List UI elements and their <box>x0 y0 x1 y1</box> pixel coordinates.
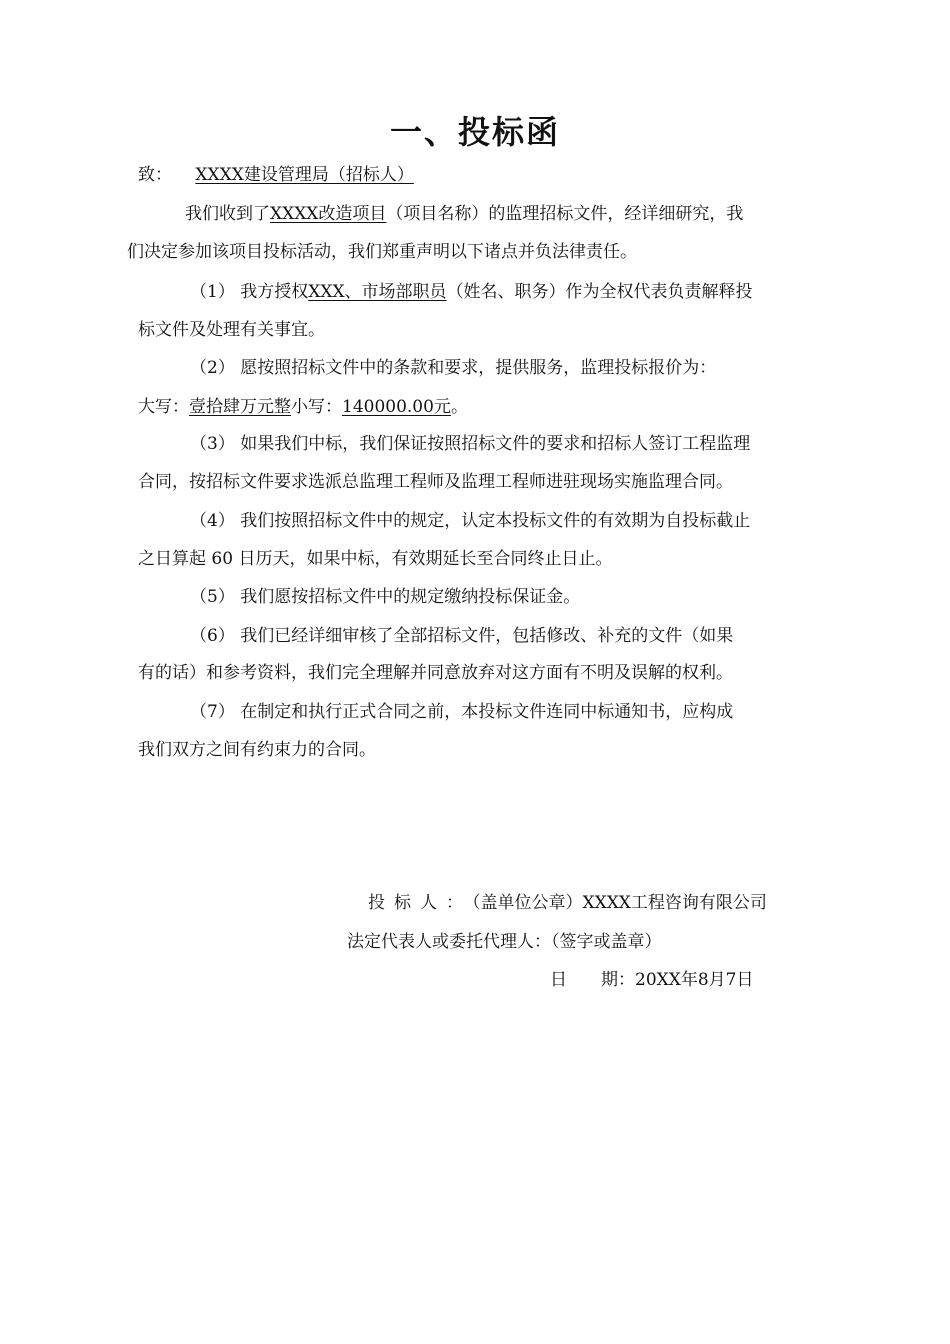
item-7-line-2: 我们双方之间有约束力的合同。 <box>138 740 376 760</box>
price-end: 。 <box>450 397 468 417</box>
item-5-line-1: （5） 我们愿按招标文件中的规定缴纳投标保证金。 <box>190 587 581 607</box>
authorized-person: XXX、市场部职员 <box>308 282 447 302</box>
representative-line <box>347 930 662 954</box>
item-1-start: （1） 我方授权 <box>190 282 309 302</box>
date-line <box>550 968 753 992</box>
small-label: 小写： <box>291 397 342 417</box>
bidder-value: （盖单位公章）XXXX工程咨询有限公司 <box>472 893 767 913</box>
bidder-label: 投标人： <box>368 893 472 913</box>
item-6-line-2: 有的话）和参考资料，我们完全理解并同意放弃对这方面有不明及误解的权利。 <box>138 663 733 683</box>
item-4-line-2: 之日算起 60 日历天，如果中标，有效期延长至合同终止日止。 <box>138 549 613 569</box>
small-amount: 140000.00元 <box>342 397 451 417</box>
item-2-line-1: （2） 愿按照招标文件中的条款和要求，提供服务，监理投标报价为： <box>190 358 717 378</box>
addressee-prefix: 致： <box>138 165 172 185</box>
item-6-line-1: （6） 我们已经详细审核了全部招标文件，包括修改、补充的文件（如果 <box>190 626 734 646</box>
intro-end: （项目名称）的监理招标文件，经详细研究，我 <box>386 204 744 224</box>
intro-start: 我们收到了 <box>185 204 270 224</box>
item-7-line-1: （7） 在制定和执行正式合同之前，本投标文件连同中标通知书，应构成 <box>190 702 734 722</box>
item-4-line-1: （4） 我们按照招标文件中的规定，认定本投标文件的有效期为自投标截止 <box>190 511 751 531</box>
date-label: 日 期： <box>550 970 635 990</box>
item-1-line-1 <box>190 280 753 304</box>
representative-label: 法定代表人或委托代理人： <box>347 932 551 952</box>
representative-value: （签字或盖章） <box>551 932 662 952</box>
item-1-end: （姓名、职务）作为全权代表负责解释投 <box>446 282 753 302</box>
page-title: 一、投标函 <box>389 113 560 151</box>
date-value: 20XX年8月7日 <box>635 970 754 990</box>
intro-line-2: 们决定参加该项目投标活动，我们郑重声明以下诸点并负法律责任。 <box>127 242 637 262</box>
bidder-line <box>368 891 767 915</box>
addressee-line <box>138 163 414 187</box>
intro-line-1 <box>185 202 743 226</box>
addressee-recipient: XXXX建设管理局（招标人） <box>195 165 414 185</box>
capital-amount: 壹拾肆万元整 <box>189 397 291 417</box>
price-line <box>138 395 468 419</box>
project-name: XXXX改造项目 <box>270 204 387 224</box>
capital-label: 大写： <box>138 397 189 417</box>
item-3-line-2: 合同，按招标文件要求选派总监理工程师及监理工程师进驻现场实施监理合同。 <box>138 472 733 492</box>
item-3-line-1: （3） 如果我们中标，我们保证按照招标文件的要求和招标人签订工程监理 <box>190 434 751 454</box>
item-1-line-2: 标文件及处理有关事宜。 <box>138 320 325 340</box>
